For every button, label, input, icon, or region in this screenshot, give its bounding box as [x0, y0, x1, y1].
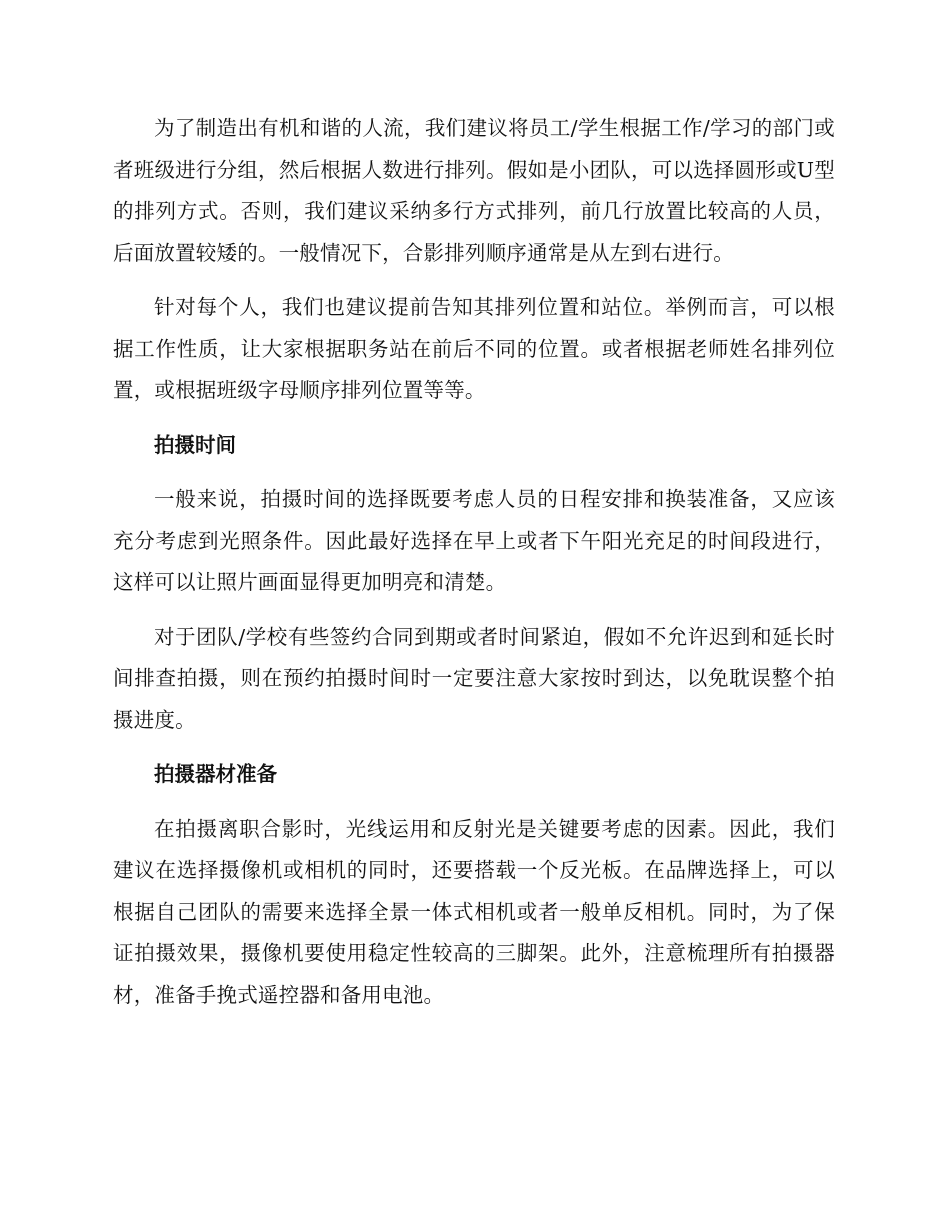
heading-shooting-time: 拍摄时间 [154, 432, 236, 457]
document-body [113, 108, 835, 1029]
paragraph-equipment: 在拍摄离职合影时，光线运用和反射光是关键要考虑的因素。因此，我们建议在选择摄像机或相机的同时，还要搭载一个反光板。在品牌选择上，可以根据自己团队的需要来选择全景一体式相机或者一般单反相机。同时，为了保证拍摄效果，摄像机要使用稳定性较高的三脚架。此外，注意梳理所有拍摄器材，准备手挽式遥控器和备用电池。 [113, 816, 835, 1007]
paragraph-punctuality: 对于团队/学校有些签约合同到期或者时间紧迫，假如不允许迟到和延长时间排查拍摄，则在预约拍摄时间时一定要注意大家按时到达，以免耽误整个拍摄进度。 [113, 624, 835, 732]
heading-equipment: 拍摄器材准备 [154, 762, 277, 786]
paragraph-grouping: 为了制造出有机和谐的人流，我们建议将员工/学生根据工作/学习的部门或者班级进行分组，然后根据人数进行排列。假如是小团队，可以选择圆形或U型的排列方式。否则，我们建议采纳多行方式排列，前几行放置比较高的人员，后面放置较矮的。一般情况下，合影排列顺序通常是从左到右进行。 [113, 116, 835, 265]
paragraph-time-selection: 一般来说，拍摄时间的选择既要考虑人员的日程安排和换装准备，又应该充分考虑到光照条件。因此最好选择在早上或者下午阳光充足的时间段进行，这样可以让照片画面显得更加明亮和清楚。 [113, 487, 835, 594]
paragraph-positions: 针对每个人，我们也建议提前告知其排列位置和站位。举例而言，可以根据工作性质，让大家根据职务站在前后不同的位置。或者根据老师姓名排列位置，或根据班级字母顺序排列位置等等。 [113, 295, 835, 402]
